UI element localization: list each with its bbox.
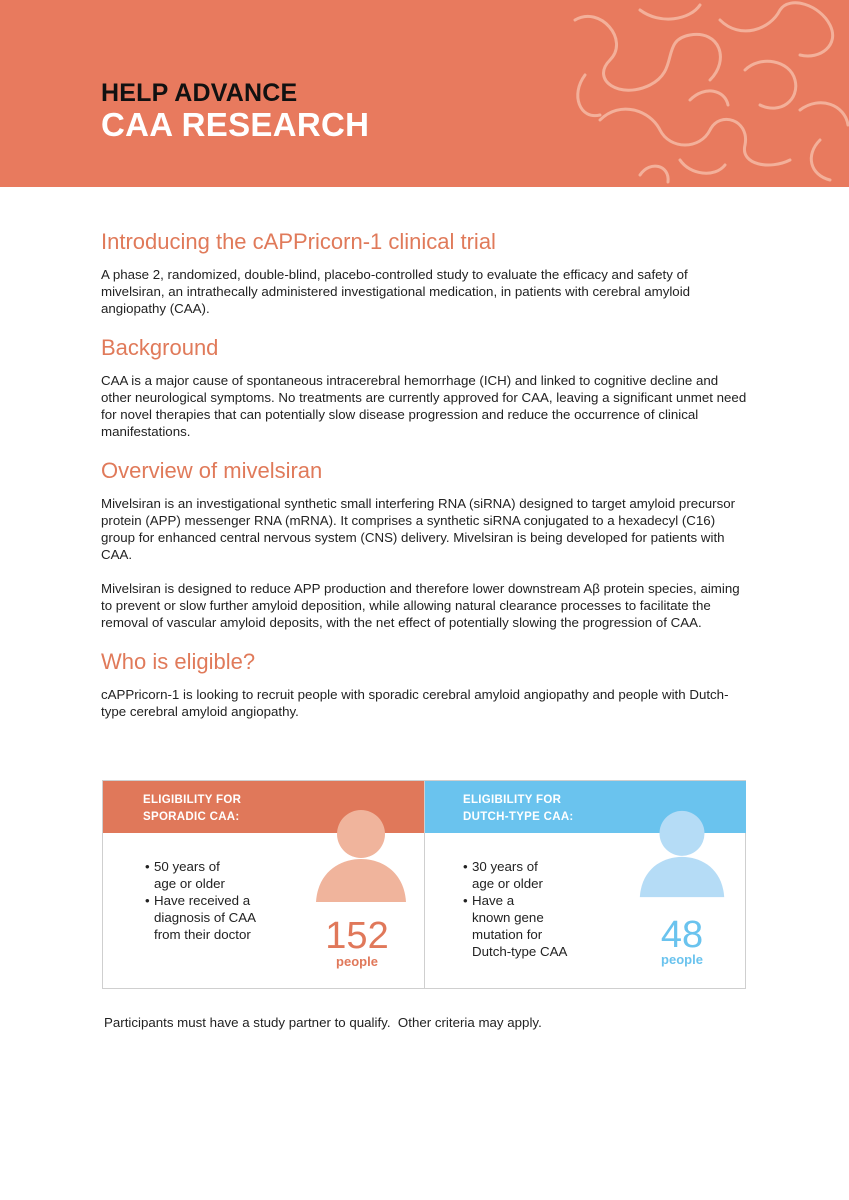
header-title-line1: HELP ADVANCE (101, 79, 298, 107)
header-banner (0, 0, 849, 187)
sporadic-count-label: people (336, 954, 378, 969)
section-text-overview-2: Mivelsiran is designed to reduce APP production and therefore lower downstream Aβ protein species, aiming to prevent or slow further amyloid deposition, while allowing natural clearance processes to facilitate the removal of vascular amyloid deposits, with the net effect of potentially slowing the progression of CAA. (101, 581, 740, 630)
section-text-eligible: cAPPricorn-1 is looking to recruit people with sporadic cerebral amyloid angiopathy and people with Dutch-type cerebral amyloid angiopathy. (101, 687, 729, 719)
dutch-criteria-list (463, 858, 613, 960)
main-content (101, 228, 751, 720)
footnote: Participants must have a study partner to qualify. Other criteria may apply. (104, 1015, 542, 1030)
dutch-title-line1: ELIGIBILITY FOR (463, 794, 562, 806)
person-icon (637, 807, 727, 901)
sporadic-count: 152 (325, 915, 389, 957)
sporadic-criteria-list (145, 858, 295, 943)
section-heading-eligible: Who is eligible? (101, 649, 256, 674)
sporadic-caa-column (103, 781, 424, 988)
header-title-line2: CAA RESEARCH (101, 106, 370, 143)
list-item: • Have a known gene mutation for Dutch-type CAA (463, 892, 613, 960)
list-item: • 50 years of age or older (145, 858, 295, 892)
section-text-overview-1: Mivelsiran is an investigational synthetic small interfering RNA (siRNA) designed to target amyloid precursor protein (APP) messenger RNA (mRNA). It comprises a synthetic siRNA conjugated to a hexadecyl (C16) group for enhanced central nervous system (CNS) delivery. Mivelsiran is being developed for patients with CAA. (101, 496, 736, 562)
dutch-title-line2: DUTCH-TYPE CAA: (463, 811, 574, 823)
section-text-background: CAA is a major cause of spontaneous intracerebral hemorrhage (ICH) and linked to cognitive decline and other neurological symptoms. No treatments are currently approved for CAA, leaving a significant unmet need for novel therapies that can potentially slow disease progression and reduce the occurrence of clinical manifestations. (101, 373, 747, 439)
eligibility-table (102, 780, 746, 989)
section-heading-overview: Overview of mivelsiran (101, 458, 323, 483)
sporadic-title-line1: ELIGIBILITY FOR (143, 794, 242, 806)
dutch-count-label: people (661, 952, 703, 967)
dutch-count: 48 (660, 914, 704, 956)
list-item: • Have received a diagnosis of CAA from their doctor (145, 892, 295, 943)
sporadic-title-line2: SPORADIC CAA: (143, 811, 240, 823)
section-heading-background: Background (101, 335, 219, 360)
section-text-intro: A phase 2, randomized, double-blind, placebo-controlled study to evaluate the efficacy and safety of mivelsiran, an intrathecally administered investigational medication, in patients with cerebral amyloid angiopathy (CAA). (101, 267, 691, 316)
section-heading-intro: Introducing the cAPPricorn-1 clinical trial (101, 229, 496, 254)
dutch-type-caa-column (424, 781, 746, 988)
list-item: • 30 years of age or older (463, 858, 613, 892)
person-icon (313, 809, 409, 903)
